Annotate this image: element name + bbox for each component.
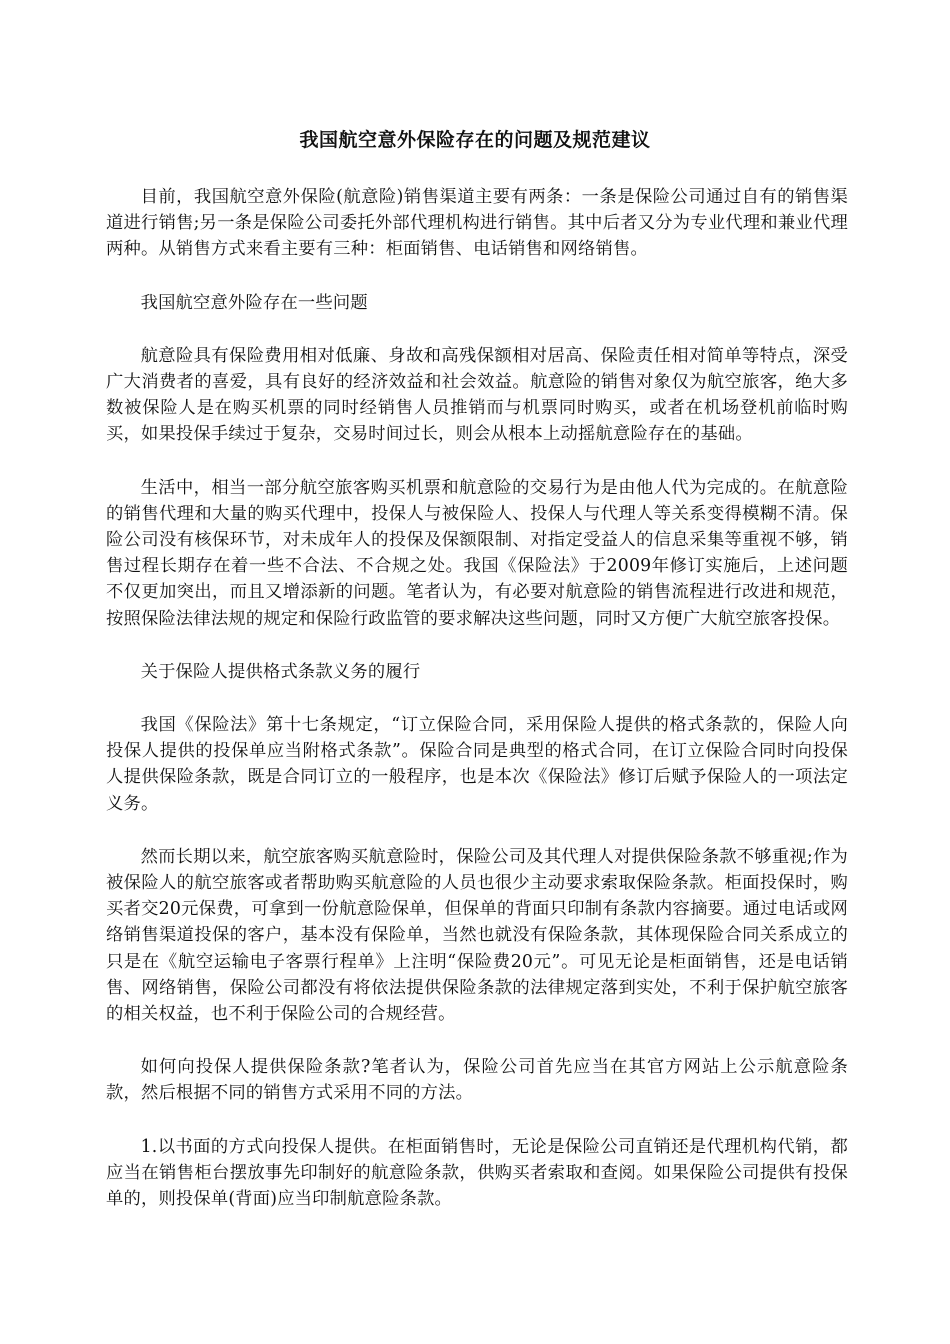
document-title: 我国航空意外保险存在的问题及规范建议 xyxy=(299,129,651,151)
paragraph-law-article: 我国《保险法》第十七条规定，“订立保险合同，采用保险人提供的格式条款的，保险人向投保人提供的投保单应当附格式条款”。保险合同是典型的格式合同，在订立保险合同时向投保人提供保险条款，既是合同订立的一般程序，也是本次《保险法》修订后赋予保险人的一项法定义务。 xyxy=(106,715,848,814)
paragraph-how-to-provide: 如何向投保人提供保险条款?笔者认为，保险公司首先应当在其官方网站上公示航意险条款，然后根据不同的销售方式采用不同的方法。 xyxy=(106,1057,848,1104)
paragraph-current-practice: 然而长期以来，航空旅客购买航意险时，保险公司及其代理人对提供保险条款不够重视;作为被保险人的航空旅客或者帮助购买航意险的人员也很少主动要求索取保险条款。柜面投保时，购买者交20元保费，可拿到一份航意险保单，但保单的背面只印制有条款内容摘要。通过电话或网络销售渠道投保的客户，基本没有保险单，当然也就没有保险条款，其体现保险合同关系成立的只是在《航空运输电子客票行程单》上注明“保险费20元”。可见无论是柜面销售，还是电话销售、网络销售，保险公司都没有将依法提供保险条款的法律规定落到实处，不利于保护航空旅客的相关权益，也不利于保险公司的合规经营。 xyxy=(106,846,848,1025)
paragraph-features: 航意险具有保险费用相对低廉、身故和高残保额相对居高、保险责任相对简单等特点，深受广大消费者的喜爱，具有良好的经济效益和社会效益。航意险的销售对象仅为航空旅客，绝大多数被保险人是在购买机票的同时经销售人员推销而与机票同时购买，或者在机场登机前临时购买，如果投保手续过于复杂，交易时间过长，则会从根本上动摇航意险存在的基础。 xyxy=(106,345,848,445)
section-heading-problems: 我国航空意外险存在一些问题 xyxy=(140,292,368,313)
paragraph-method-written: 1.以书面的方式向投保人提供。在柜面销售时，无论是保险公司直销还是代理机构代销，都应当在销售柜台摆放事先印制好的航意险条款，供购买者索取和查阅。如果保险公司提供有投保单的，则投保单(背面)应当印制航意险条款。 xyxy=(106,1136,848,1210)
document-body xyxy=(106,184,848,1239)
paragraph-intro: 目前，我国航空意外保险(航意险)销售渠道主要有两条：一条是保险公司通过自有的销售渠道进行销售;另一条是保险公司委托外部代理机构进行销售。其中后者又分为专业代理和兼业代理两种。从销售方式来看主要有三种：柜面销售、电话销售和网络销售。 xyxy=(106,187,848,260)
section-heading-format-clauses: 关于保险人提供格式条款义务的履行 xyxy=(140,661,421,682)
paragraph-agency-issues: 生活中，相当一部分航空旅客购买机票和航意险的交易行为是由他人代为完成的。在航意险的销售代理和大量的购买代理中，投保人与被保险人、投保人与代理人等关系变得模糊不清。保险公司没有核保环节，对未成年人的投保及保额限制、对指定受益人的信息采集等重视不够，销售过程长期存在着一些不合法、不合规之处。我国《保险法》于2009年修订实施后，上述问题不仅更加突出，而且又增添新的问题。笔者认为，有必要对航意险的销售流程进行改进和规范，按照保险法律法规的规定和保险行政监管的要求解决这些问题，同时又方便广大航空旅客投保。 xyxy=(106,477,848,629)
